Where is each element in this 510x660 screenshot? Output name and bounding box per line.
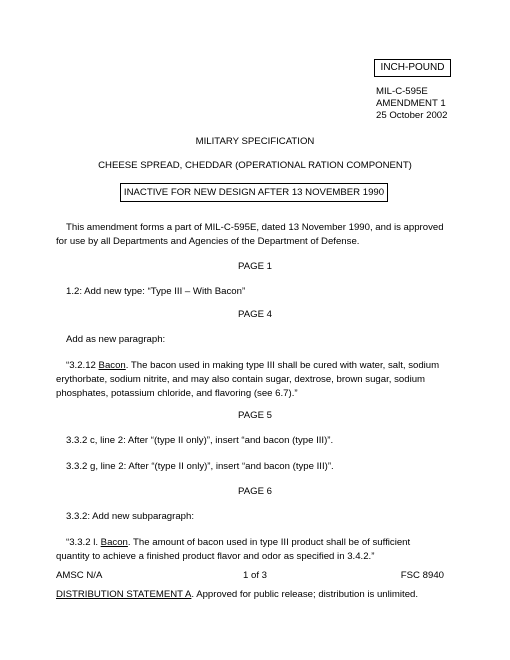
page4-paragraph [56, 359, 446, 401]
amsc-label: AMSC N/A [56, 570, 103, 581]
page5-heading: PAGE 5 [238, 410, 272, 421]
page6-para-term: Bacon [100, 537, 128, 548]
amendment-number: AMENDMENT 1 [376, 98, 446, 109]
intro-text: This amendment forms a part of MIL-C-595E, dated 13 November 1990, and is approved for use by all Departments and Agencies of the Department of Defense. [56, 222, 444, 247]
page5-item-2: 3.3.2 g, line 2: After “(type II only)”, insert “and bacon (type III)”. [66, 461, 334, 472]
page1-item: 1.2: Add new type: “Type III – With Bacon” [66, 286, 246, 297]
classification-label: INCH-POUND [380, 62, 445, 73]
page4-intro: Add as new paragraph: [66, 334, 166, 345]
doc-number: MIL-C-595E [376, 86, 428, 97]
page4-heading: PAGE 4 [238, 309, 272, 320]
distribution-statement [56, 589, 418, 600]
page6-heading: PAGE 6 [238, 486, 272, 497]
page6-paragraph [56, 536, 446, 564]
distribution-label: DISTRIBUTION STATEMENT A [56, 589, 192, 600]
page6-para-text: . The amount of bacon used in type III product shall be of sufficient quantity to achieve a finished product flavor and odor as specified in 3.4.2.” [56, 537, 411, 562]
page4-para-text: . The bacon used in making type III shall be cured with water, salt, sodium erythorbate, sodium nitrite, and may also contain sugar, dextrose, brown sugar, sodium phosphates, potassium chloride, and flavoring (see 6.7).” [56, 360, 440, 399]
spec-type-title: MILITARY SPECIFICATION [195, 136, 315, 147]
fsc-label: FSC 8940 [400, 570, 444, 581]
spec-subject: CHEESE SPREAD, CHEDDAR (OPERATIONAL RATION COMPONENT) [98, 160, 412, 171]
inactive-notice: INACTIVE FOR NEW DESIGN AFTER 13 NOVEMBER 1990 [123, 187, 385, 198]
page4-para-number: “3.2.12 [66, 360, 99, 371]
distribution-text: . Approved for public release; distribution is unlimited. [191, 589, 419, 600]
page6-para-number: “3.3.2 l. [66, 537, 101, 548]
page6-intro: 3.3.2: Add new subparagraph: [66, 511, 195, 522]
amendment-date: 25 October 2002 [376, 110, 448, 121]
page5-item-1: 3.3.2 c, line 2: After “(type II only)”, insert “and bacon (type III)”. [66, 435, 334, 446]
page-count: 1 of 3 [242, 570, 267, 581]
intro-paragraph [56, 221, 446, 249]
page4-para-term: Bacon [98, 360, 126, 371]
page1-heading: PAGE 1 [238, 261, 272, 272]
